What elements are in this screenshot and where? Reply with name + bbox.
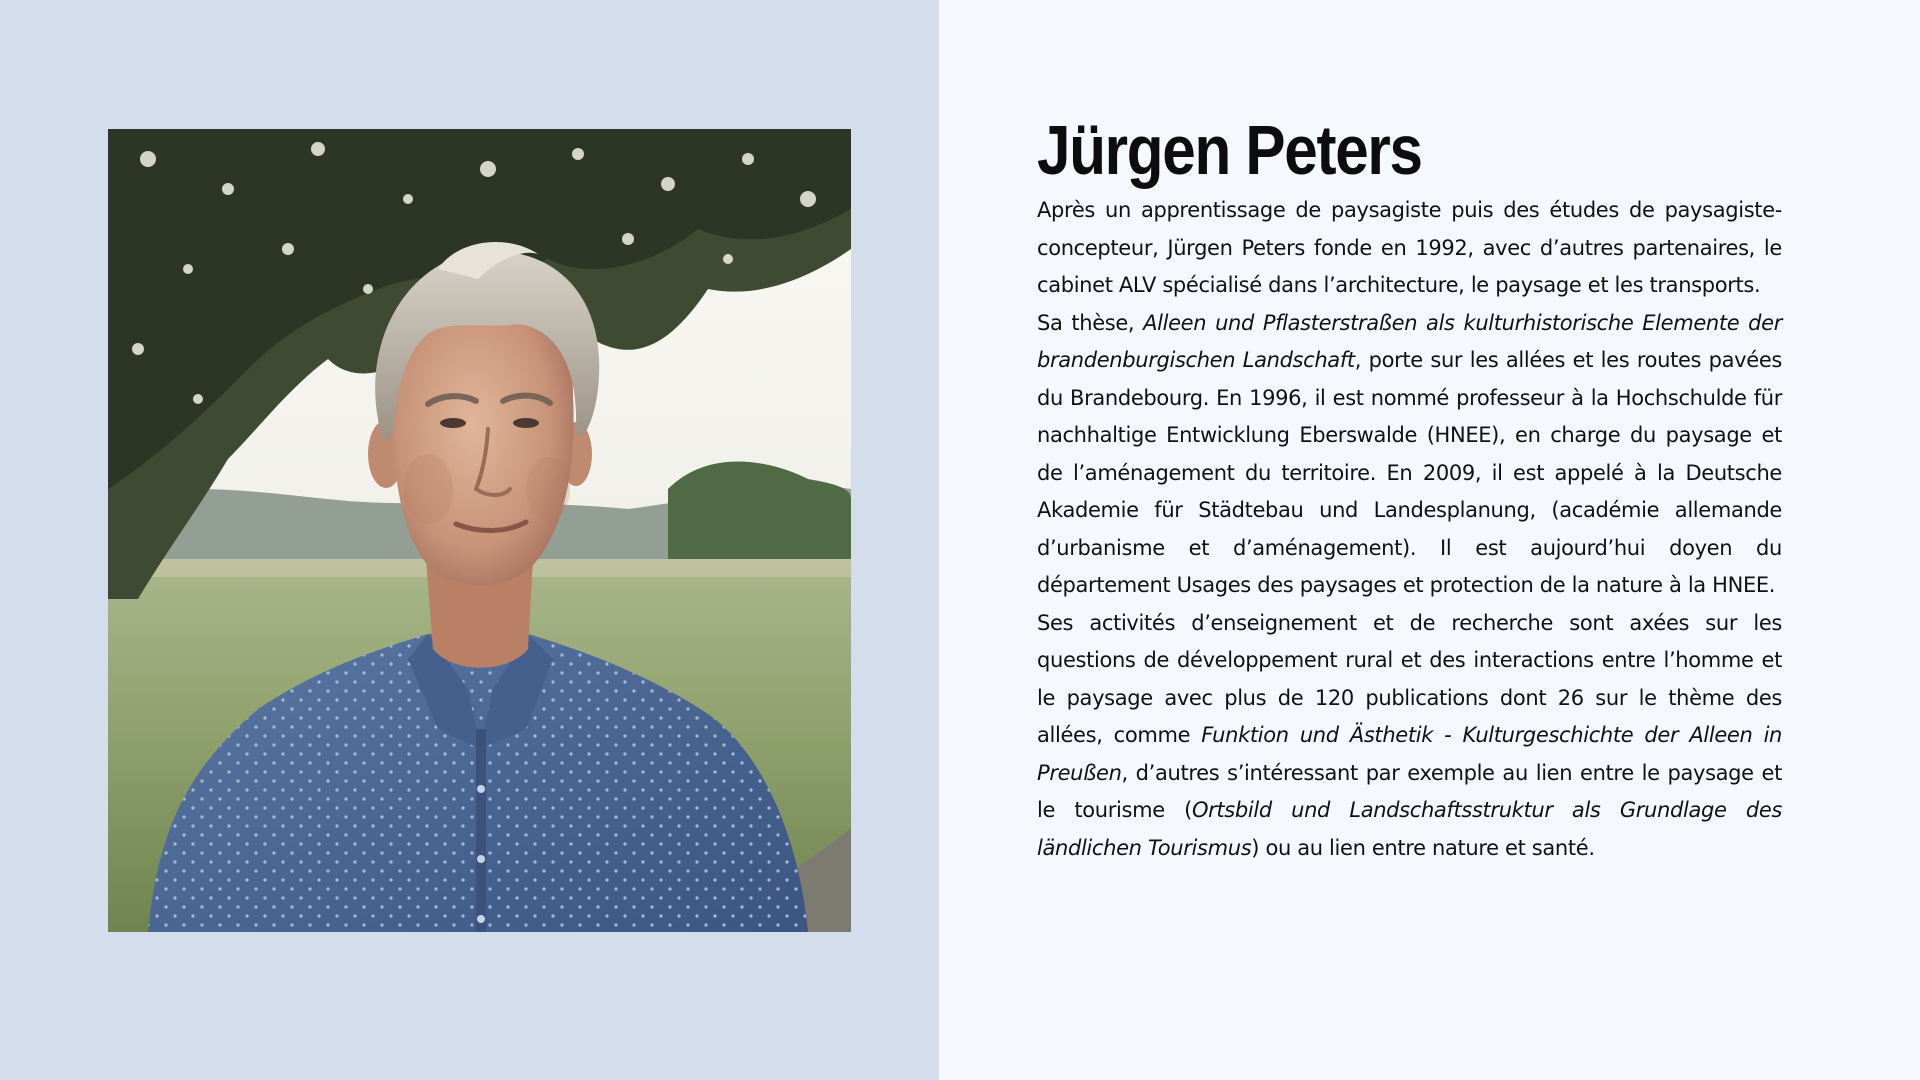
bio-text-segment: , d’autres s’intéressant par exemple au lien entre le paysage et le tourisme ( — [1037, 760, 1782, 822]
biography-text — [1037, 192, 1782, 867]
thesis-title: Alleen und Pflasterstraßen als kulturhistorische Elemente der brandenburgischen Landschaft — [1037, 310, 1782, 372]
bio-paragraph-1: Après un apprentissage de paysagiste puis des études de paysagiste-concepteur, Jürgen Peters fonde en 1992, avec d’autres partenaires, le cabinet ALV spécialisé dans l’architecture, le paysage et les transports. — [1037, 198, 1782, 297]
book-title-2: Ortsbild und Landschaftsstruktur als Grundlage des ländlichen Tourismus — [1037, 798, 1782, 860]
bio-text-segment: ) ou au lien entre nature et santé. — [1251, 835, 1595, 860]
bio-paragraph-3 — [1037, 605, 1782, 868]
bio-text-segment: Ses activités d’enseignement et de recherche sont axées sur les questions de développement rural et des interactions entre l’homme et le paysage avec plus de 120 publications dont 26 sur le thème des allées, comme — [1037, 610, 1782, 747]
person-name-heading: Jürgen Peters — [1037, 111, 1422, 189]
bio-paragraph-2 — [1037, 305, 1782, 605]
portrait-photo — [108, 129, 851, 932]
book-title-1: Funktion und Ästhetik - Kulturgeschichte der Alleen in Preußen — [1037, 723, 1783, 785]
bio-section — [1037, 108, 1782, 867]
bio-text-segment: Sa thèse, — [1037, 310, 1144, 335]
bio-text-segment: , porte sur les allées et les routes pavées du Brandebourg. En 1996, il est nommé professeur à la Hochschulde für nachhaltige Entwicklung Eberswalde (HNEE), en charge du paysage et de l’aménagement du territoire. En 2009, il est appelé à la Deutsche Akademie für Städtebau und Landesplanung, (académie allemande d’urbanisme et d’aménagement). Il est aujourd’hui doyen du département Usages des paysages et protection de la nature à la HNEE. — [1037, 348, 1782, 597]
